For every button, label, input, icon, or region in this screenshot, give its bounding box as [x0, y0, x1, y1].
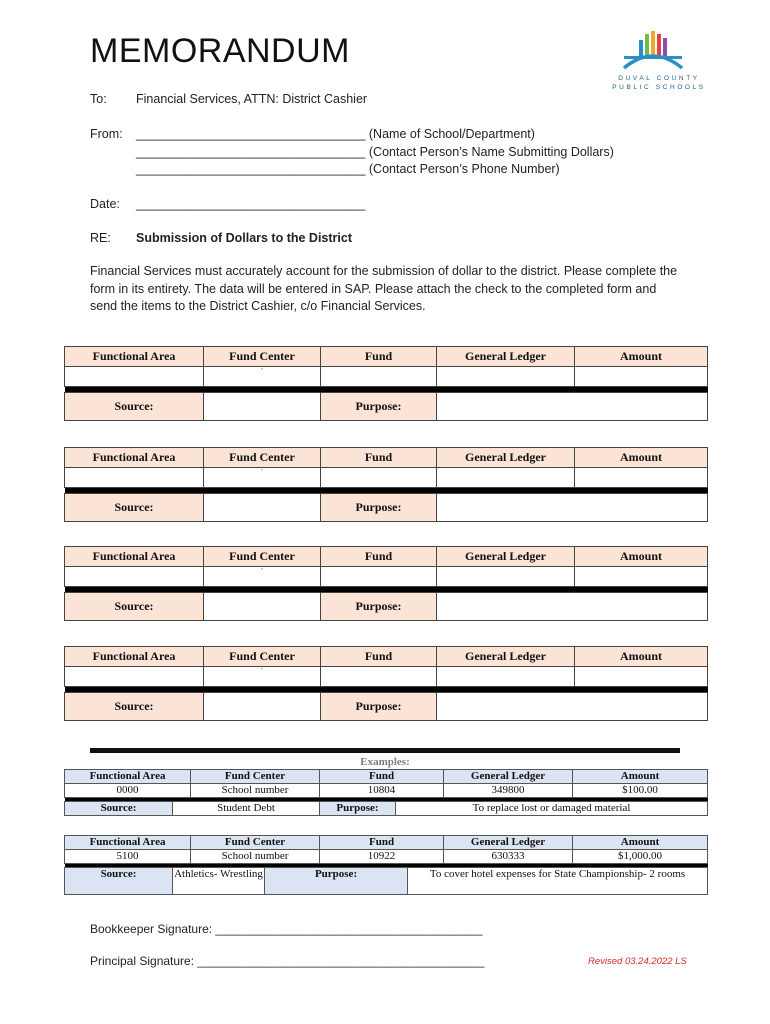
to-label: To: [90, 92, 107, 106]
functional-area-field[interactable] [65, 667, 204, 687]
fund-center-field[interactable]: ` [204, 567, 321, 587]
ex-header-fund: Fund [320, 770, 444, 784]
fund-center-field[interactable]: ` [204, 367, 321, 387]
general-ledger-field[interactable] [437, 667, 575, 687]
re-label: RE: [90, 231, 111, 245]
logo-line-1: DUVAL COUNTY [618, 75, 700, 82]
re-subject: Submission of Dollars to the District [136, 231, 352, 245]
header-fund-center: Fund Center [204, 347, 321, 367]
ex-fund-center-value: School number [191, 784, 320, 798]
fund-center-field[interactable]: ` [204, 667, 321, 687]
submission-form-1 [64, 346, 708, 421]
header-fund-center: Fund Center [204, 448, 321, 468]
header-general-ledger: General Ledger [437, 547, 575, 567]
header-fund-center: Fund Center [204, 647, 321, 667]
header-functional-area: Functional Area [65, 547, 204, 567]
ex-fund-center-value: School number [191, 850, 320, 864]
purpose-field[interactable] [437, 393, 708, 421]
ex-header-functional-area: Functional Area [65, 836, 191, 850]
examples-divider [90, 748, 680, 753]
header-amount: Amount [575, 647, 708, 667]
header-fund: Fund [321, 448, 437, 468]
ex-source-value: Student Debt [173, 802, 320, 816]
fund-field[interactable] [321, 667, 437, 687]
ex-header-general-ledger: General Ledger [444, 836, 573, 850]
functional-area-field[interactable] [65, 567, 204, 587]
example-table-2 [64, 835, 708, 895]
ex-header-functional-area: Functional Area [65, 770, 191, 784]
fund-field[interactable] [321, 367, 437, 387]
purpose-label: Purpose: [321, 593, 437, 621]
ex-purpose-label: Purpose: [265, 868, 408, 895]
header-fund: Fund [321, 647, 437, 667]
source-label: Source: [65, 593, 204, 621]
to-value: Financial Services, ATTN: District Cashier [136, 92, 368, 106]
source-field[interactable] [204, 593, 321, 621]
ex-header-amount: Amount [573, 836, 708, 850]
amount-field[interactable] [575, 468, 708, 488]
header-functional-area: Functional Area [65, 647, 204, 667]
examples-title: Examples: [360, 756, 410, 768]
functional-area-field[interactable] [65, 468, 204, 488]
header-general-ledger: General Ledger [437, 647, 575, 667]
logo-text [604, 74, 714, 92]
instructions-paragraph: Financial Services must accurately account for the submission of dollar to the district. Please complete the form in its entirety. The data will be entered in SAP. Please attach the check to the completed form and send the items to the District Cashier, c/o Financial Services. [90, 264, 678, 313]
ex-header-fund-center: Fund Center [191, 836, 320, 850]
amount-field[interactable] [575, 567, 708, 587]
source-field[interactable] [204, 393, 321, 421]
header-amount: Amount [575, 547, 708, 567]
header-functional-area: Functional Area [65, 448, 204, 468]
source-field[interactable] [204, 494, 321, 522]
header-general-ledger: General Ledger [437, 448, 575, 468]
ex-fund-value: 10922 [320, 850, 444, 864]
purpose-field[interactable] [437, 593, 708, 621]
submission-form-2 [64, 447, 708, 522]
ex-amount-value: $100.00 [573, 784, 708, 798]
revision-note: Revised 03.24.2022 LS [588, 956, 687, 967]
amount-field[interactable] [575, 367, 708, 387]
ex-functional-area-value: 0000 [65, 784, 191, 798]
general-ledger-field[interactable] [437, 567, 575, 587]
submission-form-4 [64, 646, 708, 721]
general-ledger-field[interactable] [437, 367, 575, 387]
memo-title: MEMORANDUM [90, 32, 350, 70]
purpose-label: Purpose: [321, 693, 437, 721]
ex-source-label: Source: [65, 802, 173, 816]
ex-purpose-label: Purpose: [320, 802, 396, 816]
purpose-label: Purpose: [321, 494, 437, 522]
ex-purpose-value: To replace lost or damaged material [396, 802, 708, 816]
ex-header-fund-center: Fund Center [191, 770, 320, 784]
from-contact-phone-line[interactable]: _________________________________ (Contact Person’s Phone Number) [136, 162, 560, 176]
header-general-ledger: General Ledger [437, 347, 575, 367]
example-table-1 [64, 769, 708, 816]
purpose-field[interactable] [437, 494, 708, 522]
ex-source-label: Source: [65, 868, 173, 895]
header-amount: Amount [575, 448, 708, 468]
from-contact-name-line[interactable]: _________________________________ (Contact Person’s Name Submitting Dollars) [136, 145, 614, 159]
fund-center-field[interactable]: ` [204, 468, 321, 488]
purpose-field[interactable] [437, 693, 708, 721]
source-label: Source: [65, 393, 204, 421]
ex-general-ledger-value: 349800 [444, 784, 573, 798]
ex-purpose-value: To cover hotel expenses for State Championship- 2 rooms [408, 868, 708, 895]
ex-fund-value: 10804 [320, 784, 444, 798]
fund-field[interactable] [321, 468, 437, 488]
general-ledger-field[interactable] [437, 468, 575, 488]
ex-header-amount: Amount [573, 770, 708, 784]
purpose-label: Purpose: [321, 393, 437, 421]
header-fund: Fund [321, 547, 437, 567]
submission-form-3 [64, 546, 708, 621]
ex-header-general-ledger: General Ledger [444, 770, 573, 784]
functional-area-field[interactable] [65, 367, 204, 387]
logo-line-2: PUBLIC SCHOOLS [612, 84, 706, 91]
ex-functional-area-value: 5100 [65, 850, 191, 864]
amount-field[interactable] [575, 667, 708, 687]
fund-field[interactable] [321, 567, 437, 587]
date-label: Date: [90, 197, 120, 211]
from-school-line[interactable]: _________________________________ (Name of School/Department) [136, 127, 535, 141]
from-label: From: [90, 127, 123, 141]
header-fund: Fund [321, 347, 437, 367]
source-field[interactable] [204, 693, 321, 721]
bookkeeper-signature-line[interactable]: Bookkeeper Signature: ________________________________________ [90, 922, 483, 936]
source-label: Source: [65, 494, 204, 522]
ex-amount-value: $1,000.00 [573, 850, 708, 864]
ex-general-ledger-value: 630333 [444, 850, 573, 864]
date-line[interactable]: _________________________________ [136, 197, 366, 211]
header-amount: Amount [575, 347, 708, 367]
ex-header-fund: Fund [320, 836, 444, 850]
ex-source-value: Athletics- Wrestling [173, 868, 265, 895]
source-label: Source: [65, 693, 204, 721]
header-fund-center: Fund Center [204, 547, 321, 567]
header-functional-area: Functional Area [65, 347, 204, 367]
principal-signature-line[interactable]: Principal Signature: ___________________________________________ [90, 954, 485, 968]
